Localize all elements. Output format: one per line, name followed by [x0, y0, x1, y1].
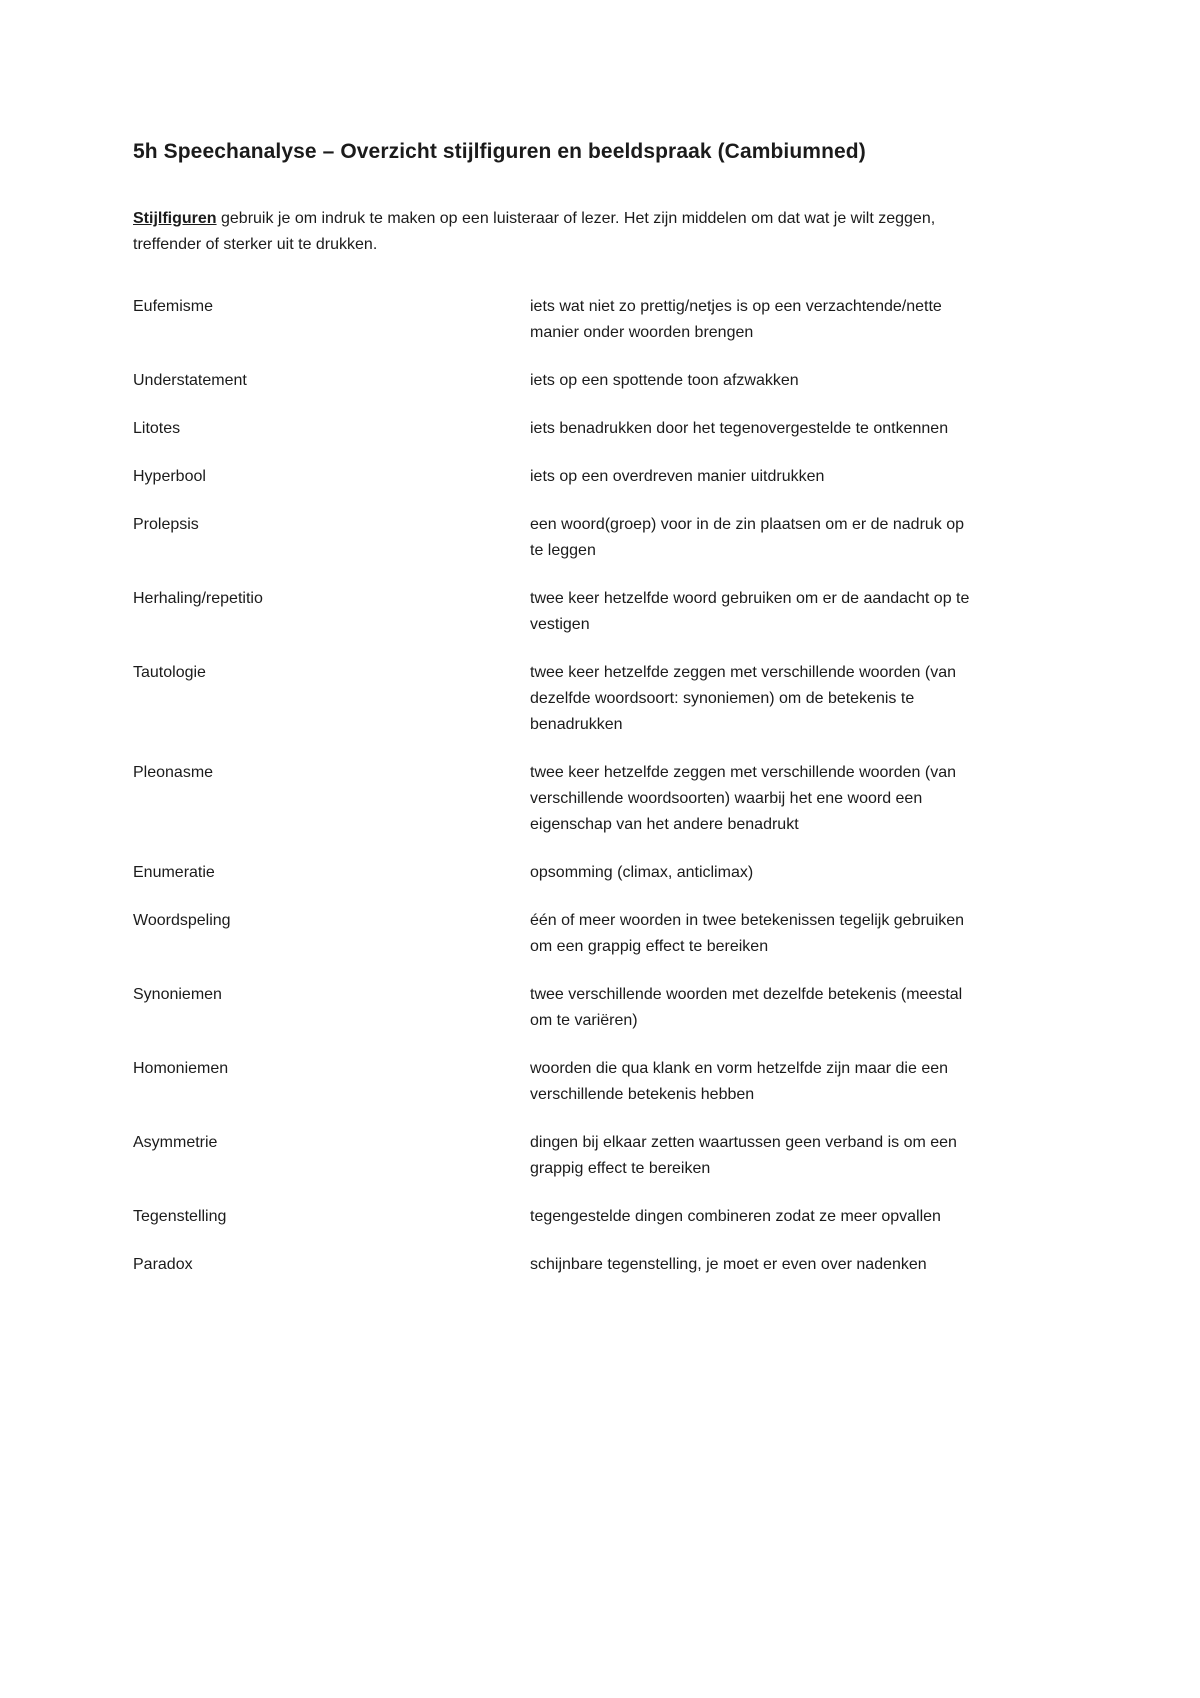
definition: iets op een overdreven manier uitdrukken: [530, 468, 825, 485]
definition-row: [133, 860, 1065, 886]
intro-paragraph: [133, 206, 978, 258]
definition: opsomming (climax, anticlimax): [530, 864, 754, 881]
term: Tautologie: [133, 664, 206, 681]
definition-row: [133, 660, 1065, 738]
term: Enumeratie: [133, 864, 215, 881]
term: Pleonasme: [133, 764, 214, 781]
definition-row: [133, 1130, 1065, 1182]
definition: een woord(groep) voor in de zin plaatsen om er de nadruk op te leggen: [530, 516, 965, 559]
definition: iets benadrukken door het tegenovergestelde te ontkennen: [530, 420, 949, 437]
definition: twee keer hetzelfde zeggen met verschillende woorden (van dezelfde woordsoort: synoniemen) om de betekenis te benadrukken: [530, 664, 957, 733]
definition: iets op een spottende toon afzwakken: [530, 372, 799, 389]
definition-row: [133, 294, 1065, 346]
definition-row: [133, 908, 1065, 960]
term: Woordspeling: [133, 912, 231, 929]
term: Herhaling/repetitio: [133, 590, 263, 607]
definition: twee verschillende woorden met dezelfde betekenis (meestal om te variëren): [530, 986, 963, 1029]
definition-row: [133, 1056, 1065, 1108]
definition: schijnbare tegenstelling, je moet er even over nadenken: [530, 1256, 927, 1273]
definition: tegengestelde dingen combineren zodat ze meer opvallen: [530, 1208, 941, 1225]
definition-row: [133, 464, 1065, 490]
term: Homoniemen: [133, 1060, 229, 1077]
definition-row: [133, 416, 1065, 442]
term: Tegenstelling: [133, 1208, 227, 1225]
definition-row: [133, 982, 1065, 1034]
definition: woorden die qua klank en vorm hetzelfde zijn maar die een verschillende betekenis hebben: [530, 1060, 949, 1103]
page-title: 5h Speechanalyse – Overzicht stijlfiguren en beeldspraak (Cambiumned): [133, 140, 866, 163]
definition-row: [133, 512, 1065, 564]
term: Hyperbool: [133, 468, 206, 485]
definition: dingen bij elkaar zetten waartussen geen verband is om een grappig effect te bereiken: [530, 1134, 957, 1177]
definition-row: [133, 368, 1065, 394]
term: Understatement: [133, 372, 247, 389]
term: Asymmetrie: [133, 1134, 218, 1151]
term: Synoniemen: [133, 986, 222, 1003]
term: Prolepsis: [133, 516, 199, 533]
term: Litotes: [133, 420, 181, 437]
intro-lead-term: Stijlfiguren: [133, 210, 217, 227]
definition-row: [133, 1204, 1065, 1230]
intro-text: gebruik je om indruk te maken op een luisteraar of lezer. Het zijn middelen om dat wat je wilt zeggen, treffender of sterker uit te drukken.: [133, 210, 936, 253]
definition-row: [133, 586, 1065, 638]
term: Eufemisme: [133, 298, 214, 315]
definition-row: [133, 760, 1065, 838]
definition: één of meer woorden in twee betekenissen tegelijk gebruiken om een grappig effect te bereiken: [530, 912, 965, 955]
definition: twee keer hetzelfde zeggen met verschillende woorden (van verschillende woordsoorten) waarbij het ene woord een eigenschap van het andere benadrukt: [530, 764, 957, 833]
definition-row: [133, 1252, 1065, 1278]
definition-list: [133, 294, 1065, 1278]
definition: twee keer hetzelfde woord gebruiken om er de aandacht op te vestigen: [530, 590, 970, 633]
definition: iets wat niet zo prettig/netjes is op een verzachtende/nette manier onder woorden brengen: [530, 298, 942, 341]
term: Paradox: [133, 1256, 193, 1273]
